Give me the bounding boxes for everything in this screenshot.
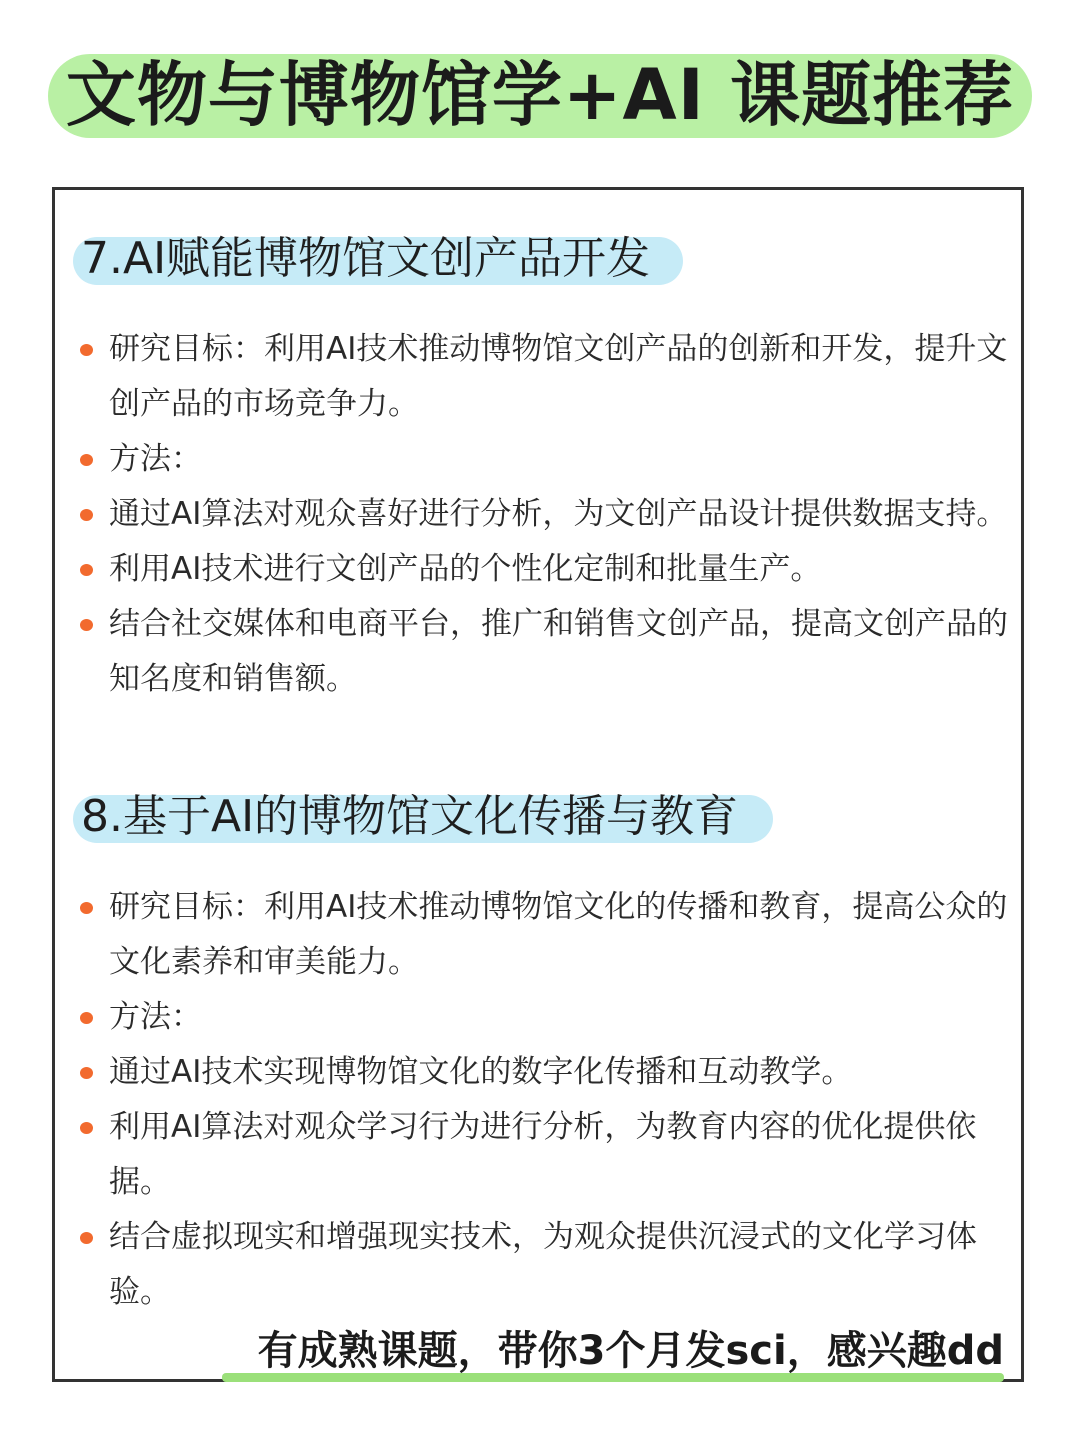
bullet-dot-icon: [80, 1122, 93, 1134]
list-item-text: 研究目标：利用AI技术推动博物馆文创产品的创新和开发，提升文创产品的市场竞争力。: [109, 331, 1008, 422]
title-banner: [40, 40, 1040, 150]
list-item: [55, 1210, 1021, 1320]
list-item-text: 结合虚拟现实和增强现实技术，为观众提供沉浸式的文化学习体验。: [109, 1219, 977, 1310]
list-item: [55, 432, 1021, 487]
page-title: 文物与博物馆学+AI 课题推荐: [65, 54, 1015, 136]
list-item-text: 方法：: [109, 999, 202, 1035]
section-8: [55, 782, 1021, 1320]
list-item: [55, 487, 1021, 542]
list-item-text: 研究目标：利用AI技术推动博物馆文化的传播和教育，提高公众的文化素养和审美能力。: [109, 889, 1008, 980]
bullet-dot-icon: [80, 344, 93, 356]
section-heading-text: 7.AI赋能博物馆文创产品开发: [81, 233, 651, 284]
list-item: [55, 322, 1021, 432]
list-item-text: 通过AI技术实现博物馆文化的数字化传播和互动教学。: [109, 1054, 853, 1090]
bullet-dot-icon: [80, 1232, 93, 1244]
list-item-text: 利用AI算法对观众学习行为进行分析，为教育内容的优化提供依据。: [109, 1109, 977, 1200]
list-item: [55, 597, 1021, 707]
bullet-dot-icon: [80, 454, 93, 466]
content-card: [52, 187, 1024, 1382]
list-item: [55, 990, 1021, 1045]
footer-text: 有成熟课题，带你3个月发sci，感兴趣dd: [257, 1328, 1004, 1374]
section-heading: [73, 224, 1021, 294]
list-item-text: 方法：: [109, 441, 202, 477]
bullet-dot-icon: [80, 1012, 93, 1024]
bullet-list: [55, 880, 1021, 1320]
list-item-text: 利用AI技术进行文创产品的个性化定制和批量生产。: [109, 551, 822, 587]
section-heading-text: 8.基于AI的博物馆文化传播与教育: [81, 791, 739, 842]
bullet-dot-icon: [80, 1067, 93, 1079]
list-item: [55, 1100, 1021, 1210]
bullet-dot-icon: [80, 564, 93, 576]
bullet-list: [55, 322, 1021, 707]
section-heading: [73, 782, 1021, 852]
list-item: [55, 1045, 1021, 1100]
footer-callout: [222, 1322, 1004, 1384]
bullet-dot-icon: [80, 509, 93, 521]
list-item: [55, 542, 1021, 597]
bullet-dot-icon: [80, 902, 93, 914]
section-7: [55, 224, 1021, 707]
list-item: [55, 880, 1021, 990]
list-item-text: 结合社交媒体和电商平台，推广和销售文创产品，提高文创产品的知名度和销售额。: [109, 606, 1008, 697]
bullet-dot-icon: [80, 619, 93, 631]
list-item-text: 通过AI算法对观众喜好进行分析，为文创产品设计提供数据支持。: [109, 496, 1008, 532]
